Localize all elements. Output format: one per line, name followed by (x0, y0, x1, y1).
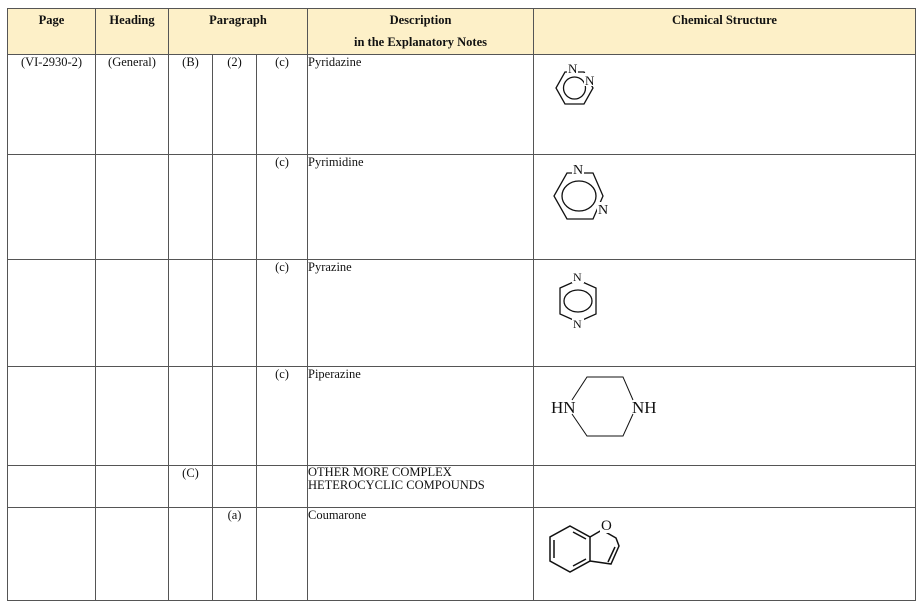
description-cell (308, 466, 534, 508)
atom-label: NH (632, 398, 657, 417)
header-chemical-structure: Chemical Structure (534, 9, 916, 55)
structure-cell (534, 155, 916, 260)
heading-cell (96, 508, 169, 601)
paragraph-cell-1 (169, 155, 213, 260)
paragraph-cell-1 (169, 367, 213, 466)
paragraph-cell-3: (c) (257, 367, 308, 466)
heading-cell: (General) (96, 55, 169, 155)
header-heading: Heading (96, 9, 169, 55)
table-row (8, 466, 916, 508)
pyrimidine-structure-icon (534, 155, 654, 260)
description-line: OTHER MORE COMPLEX (308, 465, 452, 479)
atom-label: N (585, 73, 595, 88)
table-row (8, 367, 916, 466)
paragraph-cell-1: (B) (169, 55, 213, 155)
header-row (8, 9, 916, 55)
heading-cell (96, 367, 169, 466)
table-row (8, 508, 916, 601)
atom-label: O (601, 518, 612, 534)
paragraph-cell-1 (169, 508, 213, 601)
paragraph-cell-1: (C) (169, 466, 213, 508)
description-cell: Piperazine (308, 367, 534, 466)
heading-cell (96, 260, 169, 367)
page-cell (8, 260, 96, 367)
header-description: Description in the Explanatory Notes (308, 9, 534, 55)
piperazine-structure-icon (534, 367, 674, 466)
description-cell: Pyridazine (308, 55, 534, 155)
page-cell: (VI-2930-2) (8, 55, 96, 155)
paragraph-cell-2 (213, 155, 257, 260)
atom-label: N (598, 203, 609, 218)
table-row (8, 260, 916, 367)
atom-label: N (573, 163, 584, 178)
heading-cell (96, 466, 169, 508)
paragraph-cell-3: (c) (257, 55, 308, 155)
description-line: HETEROCYCLIC COMPOUNDS (308, 478, 485, 492)
coumarone-structure-icon (534, 508, 674, 601)
pyrazine-structure-icon (534, 260, 654, 367)
paragraph-cell-3 (257, 466, 308, 508)
table-row (8, 55, 916, 155)
paragraph-cell-3 (257, 508, 308, 601)
structure-cell (534, 55, 916, 155)
explanatory-notes-table (7, 8, 916, 601)
pyridazine-structure-icon (534, 55, 654, 155)
paragraph-cell-3: (c) (257, 155, 308, 260)
description-cell: Coumarone (308, 508, 534, 601)
header-paragraph: Paragraph (169, 9, 308, 55)
paragraph-cell-2 (213, 367, 257, 466)
structure-cell (534, 466, 916, 508)
paragraph-cell-2 (213, 466, 257, 508)
table-row (8, 155, 916, 260)
structure-cell (534, 260, 916, 367)
structure-cell (534, 508, 916, 601)
page-cell (8, 155, 96, 260)
heading-cell (96, 155, 169, 260)
page-cell (8, 466, 96, 508)
atom-label: N (573, 317, 582, 331)
paragraph-cell-2: (2) (213, 55, 257, 155)
description-cell: Pyrazine (308, 260, 534, 367)
paragraph-cell-2: (a) (213, 508, 257, 601)
paragraph-cell-3: (c) (257, 260, 308, 367)
atom-label: N (568, 61, 578, 76)
paragraph-cell-1 (169, 260, 213, 367)
header-page: Page (8, 9, 96, 55)
atom-label: HN (551, 398, 576, 417)
structure-cell (534, 367, 916, 466)
atom-label: N (573, 270, 582, 284)
page-cell (8, 508, 96, 601)
page-cell (8, 367, 96, 466)
paragraph-cell-2 (213, 260, 257, 367)
description-cell: Pyrimidine (308, 155, 534, 260)
